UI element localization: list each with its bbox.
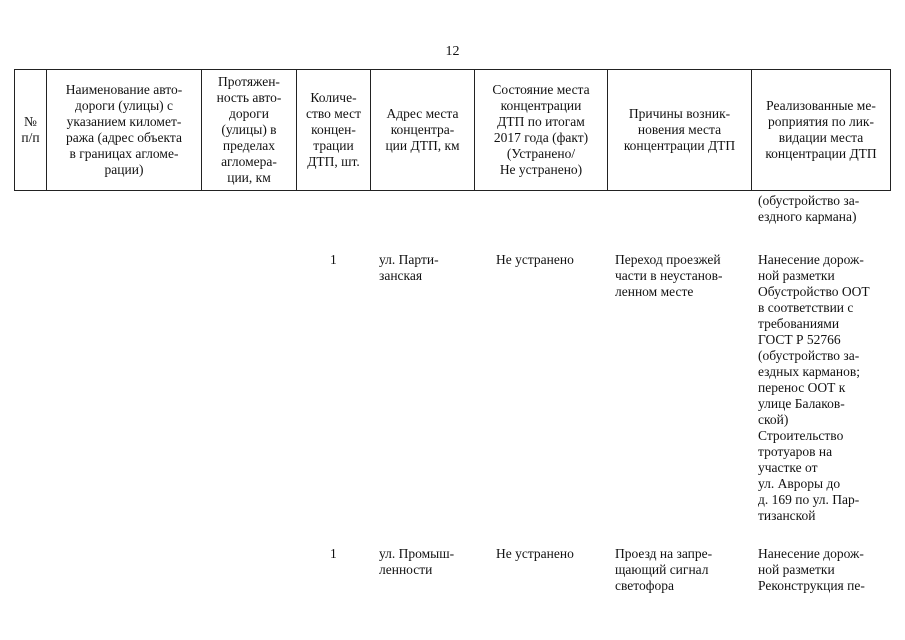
header-measures: Реализованные ме- роприятия по лик- видации места концентрации ДТП — [765, 98, 877, 161]
header-accident-count: Количе- ство мест концен- трации ДТП, шт. — [305, 90, 362, 169]
header-number: № п/п — [21, 114, 40, 145]
row-count: 1 — [330, 252, 337, 267]
column-divider — [890, 69, 891, 191]
row-address: ул. Парти- занская — [379, 252, 439, 283]
header-road-length: Протяжен- ность авто- дороги (улицы) в пределах агломера- ции, км — [216, 74, 282, 185]
row-status: Не устранено — [496, 252, 574, 267]
header-road-name: Наименование авто- дороги (улицы) с указанием километ- ража (адрес объекта в границах агломе- рации) — [65, 82, 183, 177]
table-header-bottom-border — [14, 190, 891, 191]
row-cause: Переход проезжей части в неустанов- ленном месте — [615, 252, 723, 299]
page-number: 12 — [445, 44, 460, 59]
row-measures: Нанесение дорож- ной разметки Реконструкция пе- — [758, 546, 865, 593]
row-status: Не устранено — [496, 546, 574, 561]
row-address: ул. Промыш- ленности — [379, 546, 455, 577]
row-cause: Проезд на запре- щающий сигнал светофора — [615, 546, 713, 593]
header-status: Состояние места концентрации ДТП по итогам 2017 года (факт) (Устранено/ Не устранено) — [492, 82, 590, 177]
row-measures: Нанесение дорож- ной разметки Обустройство ООТ в соответствии с требованиями ГОСТ Р 52766 (обустройство за- ездных карманов; перенос ООТ к улице Балаков- ской) Строительство тротуаров на участке от ул. Авроры до д. 169 по ул. Пар- тизанской — [758, 252, 870, 523]
header-causes: Причины возник- новения места концентрации ДТП — [623, 106, 736, 153]
header-address: Адрес места концентра- ции ДТП, км — [385, 106, 460, 153]
measures-continuation: (обустройство за- ездного кармана) — [758, 193, 860, 224]
row-count: 1 — [330, 546, 337, 561]
